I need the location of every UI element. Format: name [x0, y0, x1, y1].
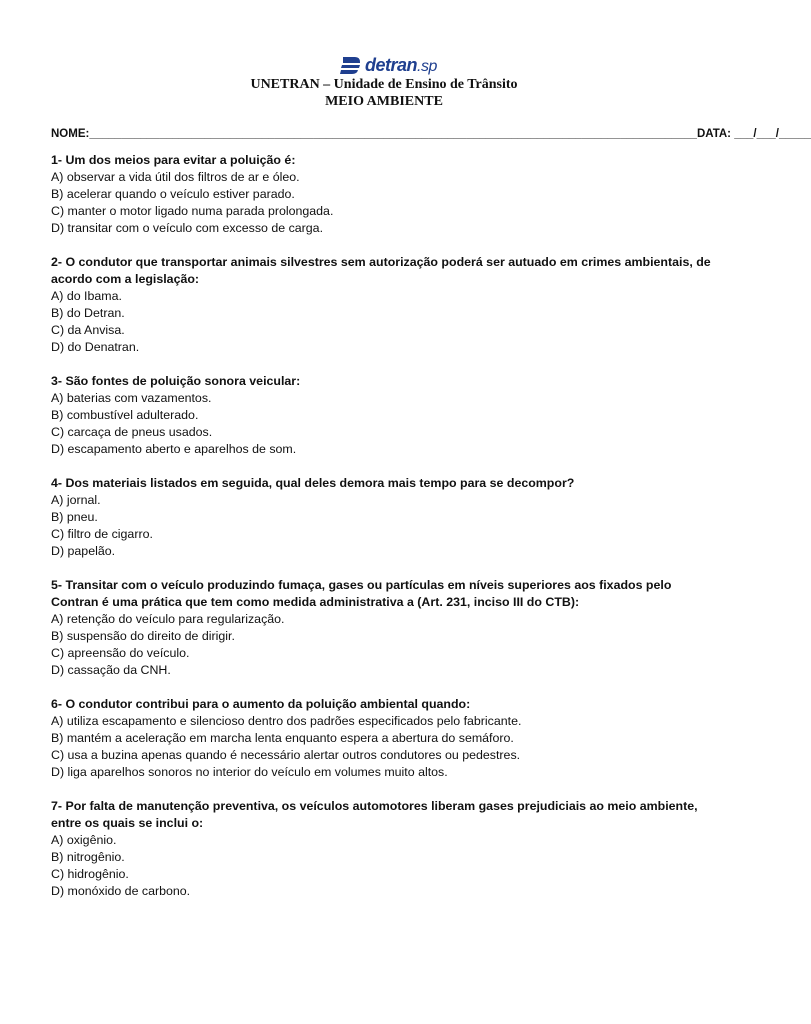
detran-logo [340, 52, 437, 78]
option-b: B) suspensão do direito de dirigir. [51, 629, 235, 643]
detran-logo-icon [340, 54, 362, 76]
option-a: A) utiliza escapamento e silencioso dentro dos padrões especificados pelo fabricante. [51, 714, 522, 728]
question-4 [51, 475, 721, 560]
option-a: A) oxigênio. [51, 833, 117, 847]
option-a: A) do Ibama. [51, 289, 122, 303]
question-2 [51, 254, 721, 356]
question-6 [51, 696, 721, 781]
question-5 [51, 577, 721, 679]
question-text: 1- Um dos meios para evitar a poluição é: [51, 153, 296, 167]
option-c: C) hidrogênio. [51, 867, 129, 881]
question-text: 4- Dos materiais listados em seguida, qual deles demora mais tempo para se decompor? [51, 476, 575, 490]
option-d: D) escapamento aberto e aparelhos de som. [51, 442, 297, 456]
question-text: 5- Transitar com o veículo produzindo fumaça, gases ou partículas em níveis superiores aos fixados pelo Contran é uma prática que tem como medida administrativa a (Art. 231, inciso III do CTB): [51, 578, 672, 609]
option-a: A) observar a vida útil dos filtros de ar e óleo. [51, 170, 300, 184]
option-d: D) papelão. [51, 544, 116, 558]
date-blank: ___/___/_____ [731, 128, 811, 140]
option-a: A) retenção do veículo para regularização. [51, 612, 285, 626]
option-c: C) carcaça de pneus usados. [51, 425, 213, 439]
date-label: DATA: [696, 128, 732, 140]
option-b: B) mantém a aceleração em marcha lenta enquanto espera a abertura do semáforo. [51, 731, 514, 745]
option-c: C) manter o motor ligado numa parada prolongada. [51, 204, 334, 218]
option-b: B) nitrogênio. [51, 850, 125, 864]
name-date-field [51, 128, 811, 140]
option-d: D) cassação da CNH. [51, 663, 171, 677]
option-b: B) combustível adulterado. [51, 408, 199, 422]
option-a: A) baterias com vazamentos. [51, 391, 212, 405]
option-b: B) pneu. [51, 510, 98, 524]
logo-wordmark: detran.sp [365, 54, 437, 75]
option-c: C) apreensão do veículo. [51, 646, 190, 660]
option-c: C) filtro de cigarro. [51, 527, 153, 541]
option-c: C) usa a buzina apenas quando é necessário alertar outros condutores ou pedestres. [51, 748, 521, 762]
question-text: 3- São fontes de poluição sonora veicular: [51, 374, 301, 388]
name-label: NOME: [51, 128, 90, 140]
question-1 [51, 152, 721, 237]
question-7 [51, 798, 721, 900]
document-title: UNETRAN – Unidade de Ensino de Trânsito [250, 77, 518, 92]
question-text: 7- Por falta de manutenção preventiva, os veículos automotores liberam gases prejudiciais ao meio ambiente, entre os quais se inclui o: [51, 799, 698, 830]
question-3 [51, 373, 721, 458]
document-subtitle: MEIO AMBIENTE [325, 94, 443, 109]
option-d: D) do Denatran. [51, 340, 140, 354]
name-blank: _______________________________________________________________________________________________ [89, 128, 697, 140]
questions-list [51, 152, 721, 917]
option-d: D) liga aparelhos sonoros no interior do veículo em volumes muito altos. [51, 765, 448, 779]
option-c: C) da Anvisa. [51, 323, 125, 337]
option-d: D) transitar com o veículo com excesso de carga. [51, 221, 324, 235]
option-a: A) jornal. [51, 493, 101, 507]
option-d: D) monóxido de carbono. [51, 884, 191, 898]
option-b: B) acelerar quando o veículo estiver parado. [51, 187, 295, 201]
question-text: 2- O condutor que transportar animais silvestres sem autorização poderá ser autuado em crimes ambientais, de acordo com a legislação: [51, 255, 711, 286]
option-b: B) do Detran. [51, 306, 125, 320]
question-text: 6- O condutor contribui para o aumento da poluição ambiental quando: [51, 697, 471, 711]
